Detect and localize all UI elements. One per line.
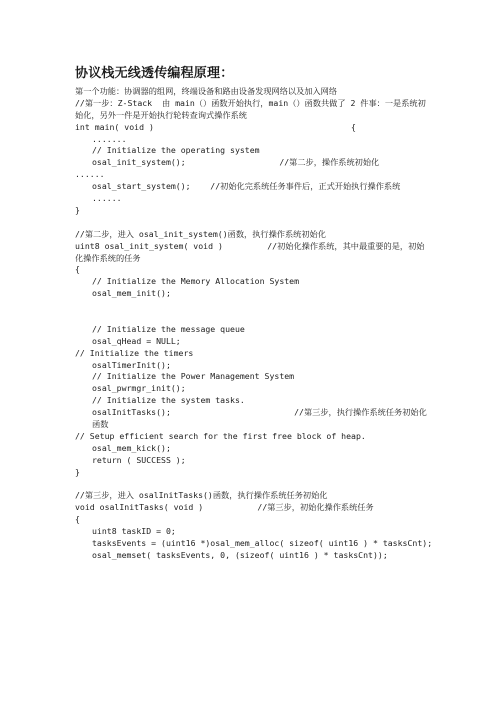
text-line: uint8 taskID = 0; <box>92 526 176 537</box>
blank-line <box>75 217 427 229</box>
text-line: //第一步：Z-Stack 由 main（）函数开始执行，main（）函数共做了 2 件事：一是系统初始化，另外一件是开始执行轮转查询式操作系统 <box>75 97 426 120</box>
text-line: // Initialize the operating system <box>92 145 260 156</box>
text-line: void osalInitTasks( void ) //第三步，初始化操作系统任务 <box>75 502 374 513</box>
text-line: { <box>75 264 80 275</box>
text-line: osal_init_system(); //第二步，操作系统初始化 <box>92 157 380 168</box>
text-line: } <box>75 204 80 215</box>
text-line: { <box>75 514 80 525</box>
text-line: tasksEvents = (uint16 *)osal_mem_alloc( sizeof( uint16 ) * tasksCnt); <box>92 537 433 548</box>
text-line: ...... <box>75 169 105 180</box>
blank-line <box>75 300 427 312</box>
text-line: } <box>75 466 80 477</box>
text-line: osal_mem_init(); <box>92 288 171 299</box>
text-line: //第三步，进入 osalInitTasks()函数，执行操作系统任务初始化 <box>75 490 328 501</box>
text-line: osal_qHead = NULL; <box>92 335 181 346</box>
text-line: // Initialize the system tasks. <box>92 395 245 406</box>
blank-line <box>75 479 427 491</box>
text-line: osalInitTasks(); //第三步，执行操作系统任务初始化函数 <box>92 407 427 430</box>
text-line: osal_mem_kick(); <box>92 442 171 453</box>
text-line: uint8 osal_init_system( void ) //初始化操作系统，其中最重要的是，初始化操作系统的任务 <box>75 240 425 263</box>
text-line: // Initialize the Power Management System <box>92 371 295 382</box>
blank-line <box>75 312 427 324</box>
text-line: // Initialize the Memory Allocation System <box>92 276 300 287</box>
text-line: osal_memset( tasksEvents, 0, (sizeof( uint16 ) * tasksCnt)); <box>92 549 388 560</box>
text-line: int main( void ) { <box>75 121 356 132</box>
document-body <box>75 86 433 562</box>
document-title: 协议栈无线透传编程原理： <box>75 66 234 81</box>
text-line: 第一个功能：协调器的组网，终端设备和路由设备发现网络以及加入网络 <box>75 86 338 96</box>
text-line: ....... <box>92 133 127 144</box>
text-line: osalTimerInit(); <box>92 359 171 370</box>
text-line: // Setup efficient search for the first free block of heap. <box>75 430 366 441</box>
text-line: // Initialize the message queue <box>92 323 245 334</box>
text-line: ...... <box>92 193 122 204</box>
text-line: // Initialize the timers <box>75 347 194 358</box>
text-line: osal_pwrmgr_init(); <box>92 383 186 394</box>
text-line: osal_start_system(); //初始化完系统任务事件后，正式开始执行操作系统 <box>92 181 401 192</box>
text-line: //第二步，进入 osal_init_system()函数，执行操作系统初始化 <box>75 228 326 239</box>
text-line: return ( SUCCESS ); <box>92 454 186 465</box>
